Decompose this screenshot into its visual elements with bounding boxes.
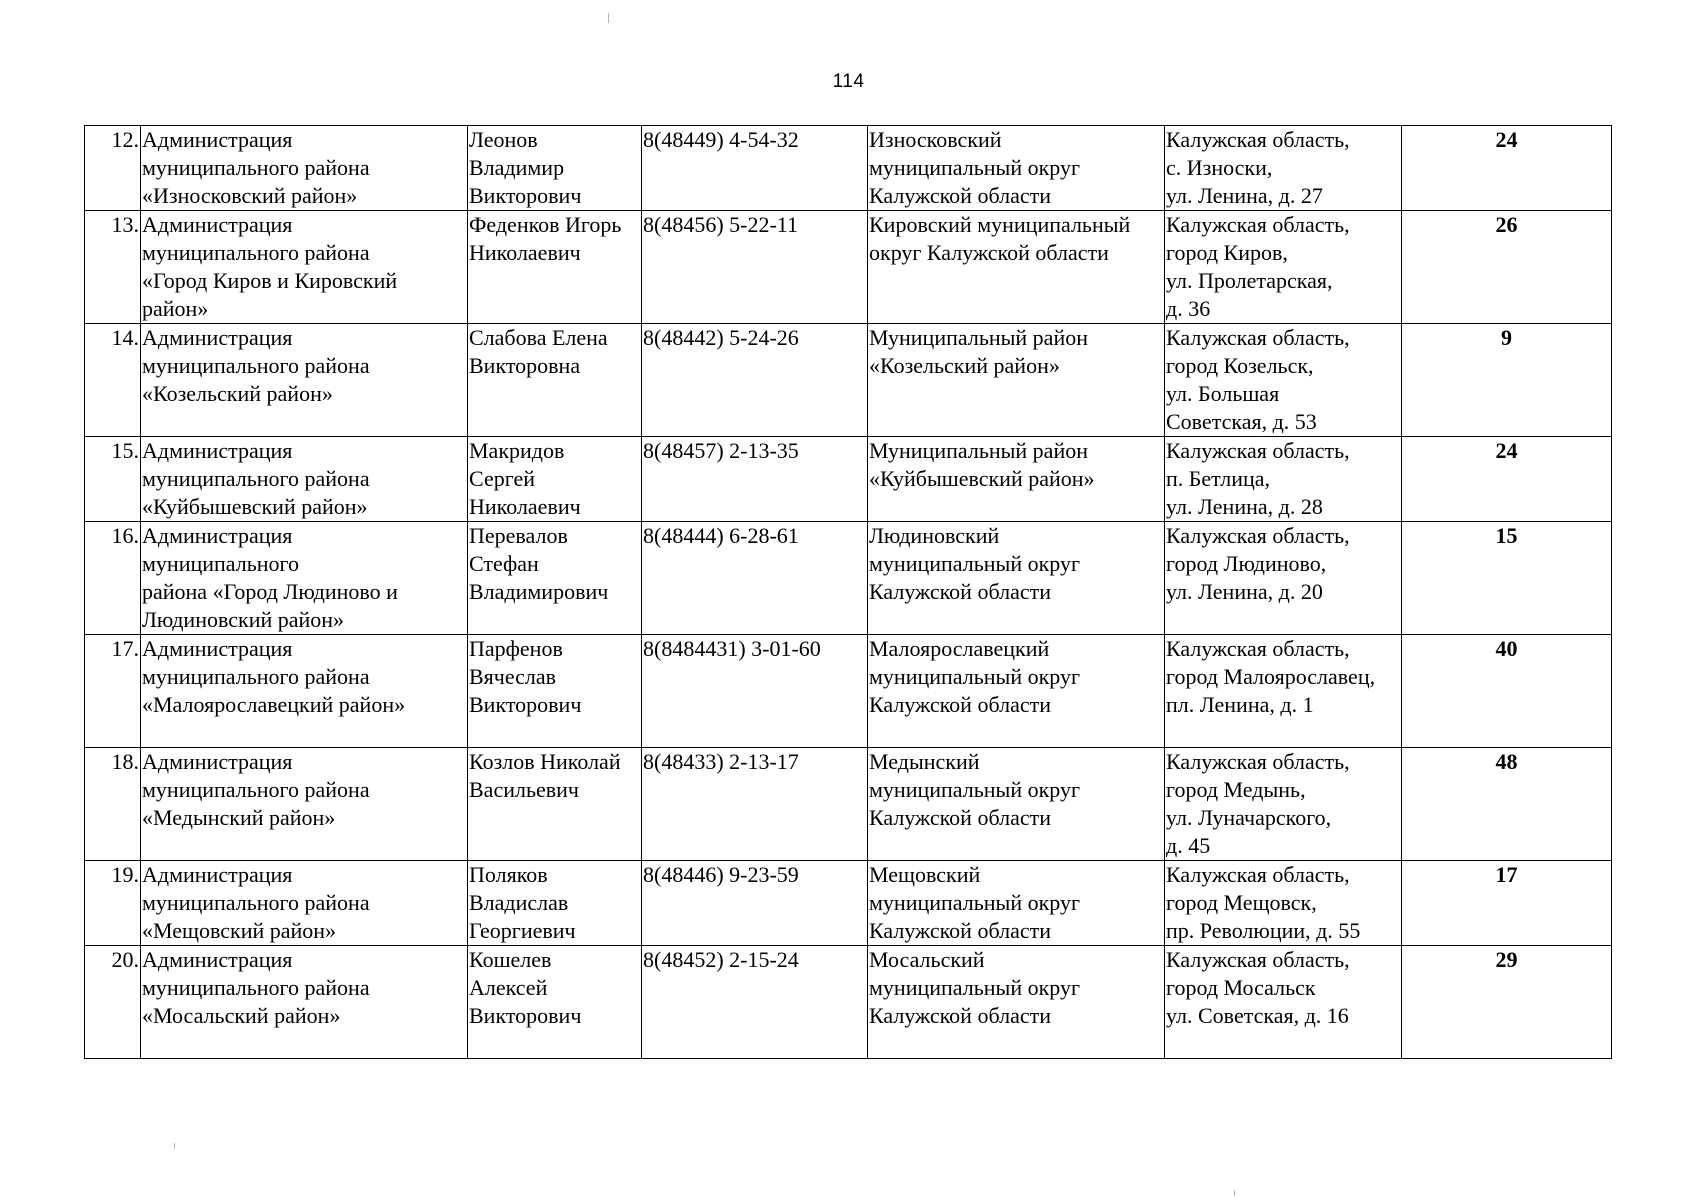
scan-artifact-mark (1234, 1190, 1235, 1196)
municipality-name: Мещовский муниципальный округ Калужской области (868, 861, 1165, 946)
row-number: 17. (85, 635, 141, 748)
address: Калужская область, город Козельск, ул. Большая Советская, д. 53 (1165, 324, 1402, 437)
head-name: Парфенов Вячеслав Викторович (468, 635, 642, 748)
address: Калужская область, п. Бетлица, ул. Ленина, д. 28 (1165, 437, 1402, 522)
phone-number: 8(8484431) 3-01-60 (642, 635, 868, 748)
count-value: 29 (1402, 946, 1612, 1059)
head-name: Леонов Владимир Викторович (468, 126, 642, 211)
address: Калужская область, город Мещовск, пр. Революции, д. 55 (1165, 861, 1402, 946)
table-row (85, 211, 1612, 324)
count-value: 17 (1402, 861, 1612, 946)
address: Калужская область, город Людиново, ул. Ленина, д. 20 (1165, 522, 1402, 635)
page-number: 114 (832, 71, 865, 92)
row-number: 16. (85, 522, 141, 635)
municipality-name: Малоярославецкий муниципальный округ Калужской области (868, 635, 1165, 748)
organization-name: Администрация муниципального района «Износковский район» (141, 126, 468, 211)
head-name: Кошелев Алексей Викторович (468, 946, 642, 1059)
municipality-name: Медынский муниципальный округ Калужской области (868, 748, 1165, 861)
table-row (85, 437, 1612, 522)
organization-name: Администрация муниципального района «Малоярославецкий район» (141, 635, 468, 748)
head-name: Перевалов Стефан Владимирович (468, 522, 642, 635)
municipality-name: Износковский муниципальный округ Калужской области (868, 126, 1165, 211)
scan-artifact-mark (174, 1143, 175, 1149)
municipality-name: Людиновский муниципальный округ Калужской области (868, 522, 1165, 635)
address: Калужская область, с. Износки, ул. Ленина, д. 27 (1165, 126, 1402, 211)
table-row (85, 748, 1612, 861)
phone-number: 8(48442) 5-24-26 (642, 324, 868, 437)
phone-number: 8(48457) 2-13-35 (642, 437, 868, 522)
row-number: 18. (85, 748, 141, 861)
count-value: 40 (1402, 635, 1612, 748)
organization-name: Администрация муниципального района «Медынский район» (141, 748, 468, 861)
table-row (85, 861, 1612, 946)
phone-number: 8(48433) 2-13-17 (642, 748, 868, 861)
phone-number: 8(48449) 4-54-32 (642, 126, 868, 211)
table-row (85, 946, 1612, 1059)
row-number: 12. (85, 126, 141, 211)
organization-name: Администрация муниципального района «Город Людиново и Людиновский район» (141, 522, 468, 635)
head-name: Феденков Игорь Николаевич (468, 211, 642, 324)
count-value: 24 (1402, 126, 1612, 211)
table-row (85, 324, 1612, 437)
municipality-name: Мосальский муниципальный округ Калужской области (868, 946, 1165, 1059)
address: Калужская область, город Мосальск ул. Советская, д. 16 (1165, 946, 1402, 1059)
organizations-table (84, 125, 1612, 1059)
head-name: Слабова Елена Викторовна (468, 324, 642, 437)
count-value: 15 (1402, 522, 1612, 635)
phone-number: 8(48444) 6-28-61 (642, 522, 868, 635)
municipality-name: Кировский муниципальный округ Калужской области (868, 211, 1165, 324)
row-number: 13. (85, 211, 141, 324)
head-name: Поляков Владислав Георгиевич (468, 861, 642, 946)
row-number: 14. (85, 324, 141, 437)
address: Калужская область, город Медынь, ул. Луначарского, д. 45 (1165, 748, 1402, 861)
organization-name: Администрация муниципального района «Город Киров и Кировский район» (141, 211, 468, 324)
row-number: 15. (85, 437, 141, 522)
phone-number: 8(48446) 9-23-59 (642, 861, 868, 946)
phone-number: 8(48456) 5-22-11 (642, 211, 868, 324)
row-number: 20. (85, 946, 141, 1059)
count-value: 26 (1402, 211, 1612, 324)
organization-name: Администрация муниципального района «Козельский район» (141, 324, 468, 437)
municipality-name: Муниципальный район «Куйбышевский район» (868, 437, 1165, 522)
count-value: 24 (1402, 437, 1612, 522)
table-row (85, 635, 1612, 748)
address: Калужская область, город Малоярославец, пл. Ленина, д. 1 (1165, 635, 1402, 748)
head-name: Макридов Сергей Николаевич (468, 437, 642, 522)
count-value: 48 (1402, 748, 1612, 861)
organization-name: Администрация муниципального района «Куйбышевский район» (141, 437, 468, 522)
organization-name: Администрация муниципального района «Мосальский район» (141, 946, 468, 1059)
count-value: 9 (1402, 324, 1612, 437)
row-number: 19. (85, 861, 141, 946)
head-name: Козлов Николай Васильевич (468, 748, 642, 861)
municipality-name: Муниципальный район «Козельский район» (868, 324, 1165, 437)
organization-name: Администрация муниципального района «Мещовский район» (141, 861, 468, 946)
table-row (85, 522, 1612, 635)
scan-artifact-mark (608, 13, 609, 23)
phone-number: 8(48452) 2-15-24 (642, 946, 868, 1059)
address: Калужская область, город Киров, ул. Пролетарская, д. 36 (1165, 211, 1402, 324)
table-row (85, 126, 1612, 211)
